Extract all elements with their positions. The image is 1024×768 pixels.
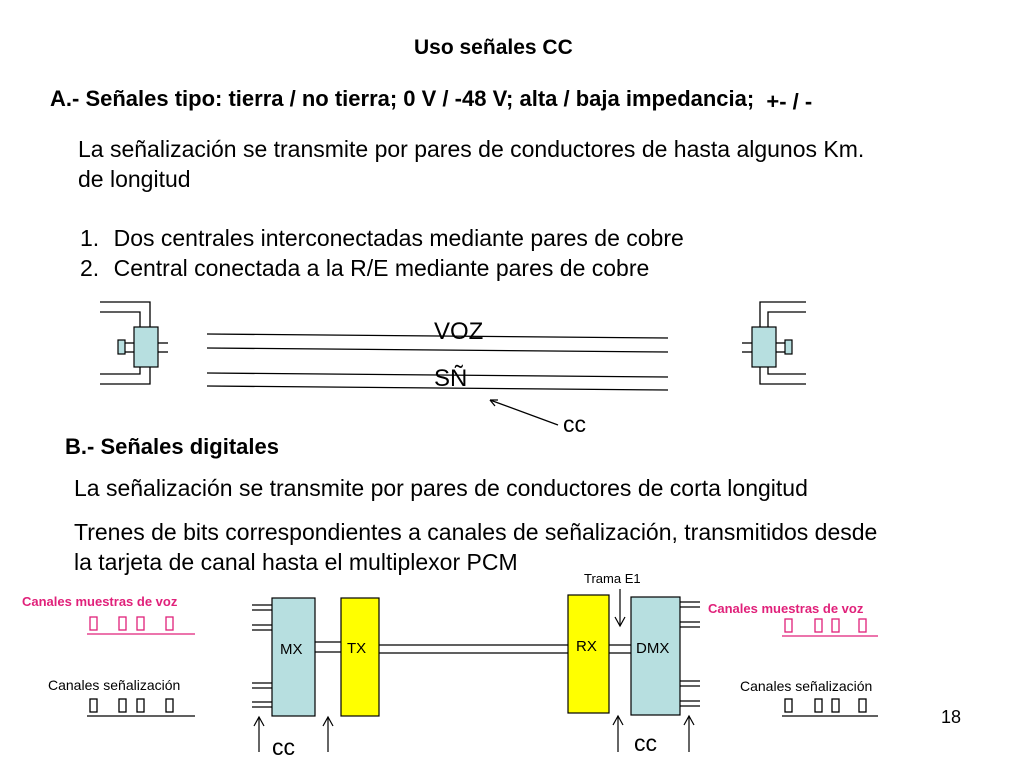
signaling-channel-glyphs-left [87, 699, 195, 716]
list-item-text: Central conectada a la R/E mediante pares de cobre [113, 255, 650, 281]
cc-label-right: cc [634, 730, 657, 756]
cc-label-left: cc [272, 734, 295, 760]
right-exchange-line [760, 302, 806, 327]
left-exchange-stub [118, 340, 125, 354]
right-exchange-stub [785, 340, 792, 354]
slide-title: Uso señales CC [414, 36, 573, 59]
dmx-label: DMX [636, 640, 670, 657]
signaling-channels-label-left: Canales señalización [48, 677, 181, 693]
voice-channel-glyphs-left [87, 617, 195, 634]
page-number: 18 [941, 707, 962, 727]
section-b-heading: B.- Señales digitales [65, 434, 279, 459]
section-a-paragraph-line1: La señalización se transmite por pares de conductores de hasta algunos Km. [78, 136, 865, 162]
tx-label: TX [347, 640, 367, 657]
digital-boxes [272, 595, 680, 716]
mx-label: MX [280, 641, 303, 658]
cc-label: cc [563, 411, 586, 437]
section-a-heading-tail: +- / - [766, 89, 813, 114]
voice-channels-label-left: Canales muestras de voz [22, 594, 178, 609]
left-exchange-box [134, 327, 158, 367]
section-a-paragraph-line2: de longitud [78, 166, 191, 192]
list-item-number: 2. [80, 255, 100, 281]
sn-label: SÑ [434, 365, 468, 392]
section-b-paragraph2-line2: la tarjeta de canal hasta el multiplexor PCM [74, 549, 518, 575]
voz-label: VOZ [434, 318, 484, 345]
tx-box [341, 598, 379, 716]
voice-pair-line [207, 348, 668, 352]
cc-arrow [490, 400, 558, 425]
section-b-paragraph2-line1: Trenes de bits correspondientes a canales de señalización, transmitidos desde [74, 519, 878, 545]
section-a-heading-text: A.- Señales tipo: tierra / no tierra; 0 V / -48 V; alta / baja impedancia; [50, 86, 755, 111]
list-item-number: 1. [80, 225, 100, 251]
voice-channels-label-right: Canales muestras de voz [708, 601, 864, 616]
list-item-text: Dos centrales interconectadas mediante pares de cobre [113, 225, 684, 251]
left-exchange-line [100, 366, 150, 384]
rx-label: RX [576, 638, 597, 655]
right-exchange-line [760, 366, 806, 384]
left-exchange-line [100, 312, 140, 327]
right-exchange-line [768, 312, 806, 327]
voice-channel-glyphs-right [782, 619, 878, 636]
signaling-channels-label-right: Canales señalización [740, 678, 873, 694]
signaling-channel-glyphs-right [782, 699, 878, 716]
right-exchange-box [752, 327, 776, 367]
section-b-paragraph1: La señalización se transmite por pares de conductores de corta longitud [74, 475, 808, 501]
trama-label: Trama E1 [584, 571, 641, 586]
